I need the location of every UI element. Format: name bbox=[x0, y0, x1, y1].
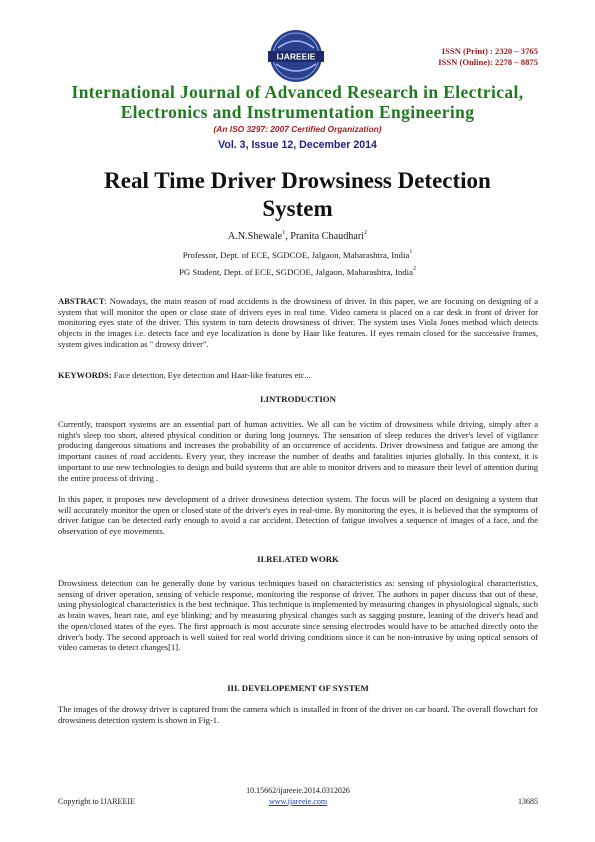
journal-title-line2: Electronics and Instrumentation Engineering bbox=[120, 102, 475, 122]
journal-logo bbox=[264, 26, 328, 84]
development-paragraph: The images of the drowsy driver is captured from the camera which is installed in front of the driver on car board. The overall flowchart for drowsiness detection system is shown in Fig-1. bbox=[58, 704, 538, 725]
certification-note: (An ISO 3297: 2007 Certified Organization) bbox=[213, 124, 382, 134]
affiliation-2 bbox=[60, 267, 535, 277]
author-2-sup: 2 bbox=[364, 230, 368, 236]
introduction-paragraph-2: In this paper, it proposes new development of a driver drowsiness detection system. The focus will be placed on designing a system that will accurately monitor the open or closed state of the driver's eyes in real-time. By monitoring the eyes, it is believed that the symptoms of driver fatigue can be detected early enough to avoid a car accident. Detection of fatigue involves a sequence of images of a face, and the observation of eye movements. bbox=[58, 494, 538, 537]
footer-copyright: Copyright to IJAREEIE bbox=[58, 797, 135, 806]
affiliation-1-text: Professor, Dept. of ECE, SGDCOE, Jalgaon, Maharashtra, India bbox=[182, 250, 410, 260]
authors bbox=[60, 231, 535, 242]
affiliation-1-sup: 1 bbox=[409, 249, 413, 255]
footer-doi: 10.15662/ijareeie.2014.0312026 bbox=[246, 786, 350, 795]
affiliation-2-sup: 2 bbox=[413, 266, 417, 272]
author-1-sup: 1 bbox=[282, 230, 286, 236]
section-heading-development: III. DEVELOPEMENT OF SYSTEM bbox=[227, 683, 369, 693]
paper-title-line2: System bbox=[262, 196, 333, 221]
logo-text: IJAREEIE bbox=[276, 51, 316, 62]
author-1: A.N.Shewale bbox=[227, 231, 283, 242]
volume-issue: Vol. 3, Issue 12, December 2014 bbox=[218, 139, 377, 151]
related-work-paragraph: Drowsiness detection can be generally done by various techniques based on characteristics as: sensing of physiological characteristics, sensing of driver operation, sensing of vehicle response, monitoring the response of driver. The authors in paper discuss that out of these, using physiological characteristics is the best technique. This technique is implemented by measuring changes in physiological signals, such as brain waves, heart rate, and eye blinking; and by measuring physical changes such as sagging posture, leaning of the driver's head and the open/closed states of the eyes. The first approach is most accurate since sensing electrodes would have to be attached directly onto the driver's body. The second approach is well suited for real world driving conditions since it can be non-intrusive by using optical sensors of video cameras to detect changes[1]. bbox=[58, 578, 538, 653]
section-heading-introduction: I.INTRODUCTION bbox=[259, 394, 336, 404]
issn-online: ISSN (Online): 2278 – 8875 bbox=[438, 57, 538, 67]
keywords-text: Face detection, Eye detection and Haar-like features etc... bbox=[111, 370, 311, 380]
paper-title bbox=[60, 167, 535, 223]
abstract-label: ABSTRACT bbox=[58, 296, 105, 306]
introduction-paragraph-1: Currently, transport systems are an essential part of human activities. We all can be victim of drowsiness while driving, simply after a night's sleep too short, altered physical condition or during long journeys. The sensation of sleep reduces the driver's level of vigilance producing dangerous situations and increases the probability of an occurrence of accidents. Driver drowsiness and fatigue are among the important causes of road accidents. Every year, they increase the number of deaths and fatalities injuries globally. In this context, it is important to use new technologies to design and build systems that are able to monitor drivers and to measure their level of attention during the entire process of driving . bbox=[58, 419, 538, 483]
abstract-text: : Nowadays, the main reason of road accidents is the drowsiness of driver. In this paper, we are focusing on designing of a system that will monitor the open or close state of drivers eyes in real time. Video camera is placed on a car desk in front of driver for monitoring eyes state of the driver. This system in turn detects drowsiness of driver. The system uses Viola Jones method which detects objects in the images i.e. detects face and eye localization is done by Haar like features. If eyes remain closed for the successive frames, system gives indication as " drowsy driver". bbox=[58, 296, 538, 349]
journal-title-line1: International Journal of Advanced Research in Electrical, bbox=[71, 82, 524, 102]
footer-page-number: 13685 bbox=[518, 797, 538, 806]
abstract bbox=[58, 296, 538, 350]
keywords-label: KEYWORDS: bbox=[58, 370, 112, 380]
affiliation-2-text: PG Student, Dept. of ECE, SGDCOE, Jalgaon, Maharashtra, India bbox=[178, 267, 414, 277]
keywords bbox=[58, 370, 538, 381]
journal-title bbox=[60, 82, 535, 122]
issn-print: ISSN (Print) : 2320 – 3765 bbox=[441, 46, 538, 56]
paper-title-line1: Real Time Driver Drowsiness Detection bbox=[104, 168, 491, 193]
section-heading-related-work: II.RELATED WORK bbox=[257, 554, 339, 564]
affiliation-1 bbox=[60, 250, 535, 260]
footer-website-link[interactable]: www.ijareeie.com bbox=[268, 797, 328, 806]
author-2: , Pranita Chaudhari bbox=[285, 231, 365, 242]
